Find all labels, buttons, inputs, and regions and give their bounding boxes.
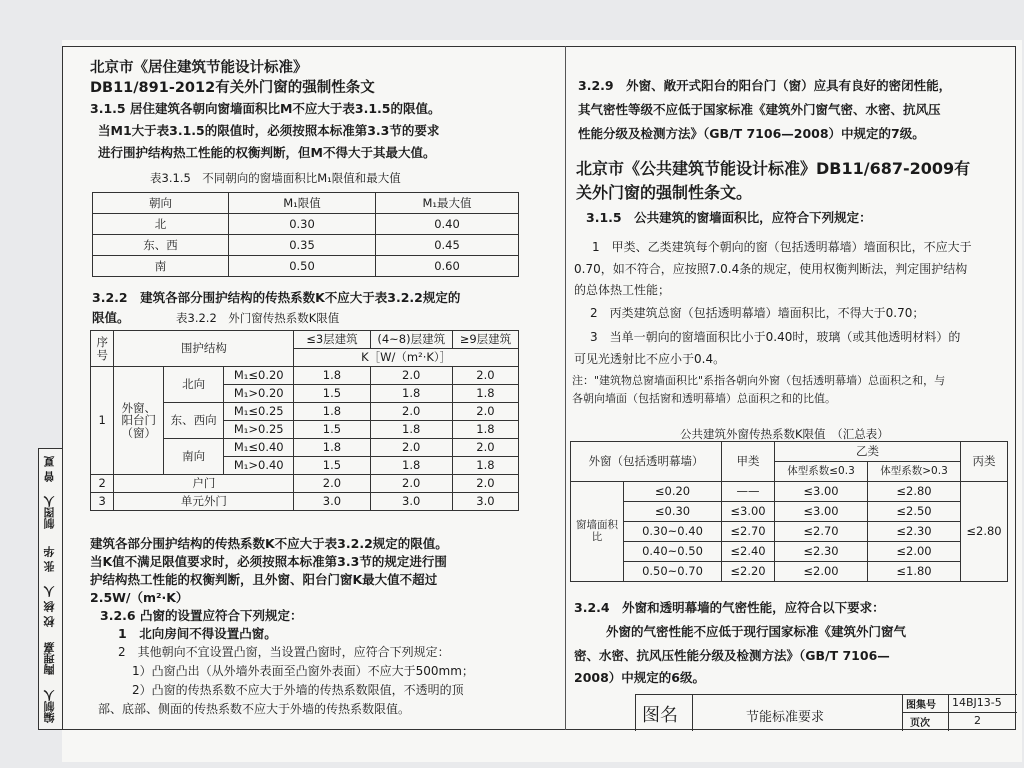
clause-after-line3: 护结构热工性能的权衡判断，且外窗、阳台门窗K最大值不超过: [90, 572, 438, 587]
table1-header-limit: M₁限值: [229, 193, 376, 214]
table3-cell: ≤3.00: [722, 502, 775, 522]
table2-cell: 1.8: [370, 385, 452, 403]
table2-cell: 2.0: [370, 367, 452, 385]
right-title-2: 关外门窗的强制性条文。: [576, 183, 753, 202]
side-name-drafter: 曾 夏: [43, 456, 56, 482]
table3-caption: 公共建筑外窗传热系数K限值 （汇总表）: [680, 427, 889, 441]
table3-header-a: 甲类: [722, 442, 775, 482]
clause-326-item1: 1 北向房间不得设置凸窗。: [118, 626, 277, 641]
table-row: [93, 256, 519, 277]
table-row: [91, 475, 519, 493]
table-row: [91, 493, 519, 511]
item1-line3: 的总体热工性能；: [574, 283, 671, 297]
table2-cond: M₁≤0.25: [224, 403, 294, 421]
note-line2: 各朝向墙面（包括窗和透明幕墙）总面积之和的比值。: [572, 392, 836, 405]
table2-cond: M₁≤0.40: [224, 439, 294, 457]
clause-329-line1: 3.2.9 外窗、敞开式阳台的阳台门（窗）应具有良好的密闭性能，: [578, 78, 952, 93]
table3-cell: ≤0.30: [624, 502, 722, 522]
table2-cell: 1.5: [294, 385, 370, 403]
clause-315-line3: 进行围护结构热工性能的权衡判断，但M不得大于其最大值。: [98, 145, 436, 160]
table2-cell: 2.0: [452, 475, 518, 493]
table2-header-c3: ≥9层建筑: [452, 331, 518, 349]
table1-caption: 表3.1.5 不同朝向的窗墙面积比M₁限值和最大值: [150, 171, 401, 185]
table2-cell: 2.0: [370, 475, 452, 493]
table3-header-window: 外窗（包括透明幕墙）: [571, 442, 722, 482]
table2-cell: 1.5: [294, 421, 370, 439]
table3-cell: 0.50~0.70: [624, 562, 722, 582]
clause-329-line3: 性能分级及检测方法》（GB/T 7106—2008）中规定的7级。: [578, 126, 925, 141]
table2-cond: M₁>0.40: [224, 457, 294, 475]
table2-orient-south: 南向: [164, 439, 224, 475]
table2-cell: 1.8: [452, 421, 518, 439]
table2-cell: 3.0: [370, 493, 452, 511]
right-title-1: 北京市《公共建筑节能设计标准》DB11/687-2009有: [576, 159, 971, 178]
table3-c-value: ≤2.80: [961, 482, 1008, 582]
table3-header-b2: 体型系数>0.3: [868, 462, 961, 482]
table2-cond: M₁>0.25: [224, 421, 294, 439]
clause-326-item5: 部、底部、侧面的传热系数不应大于外墙的传热系数限值。: [98, 702, 411, 716]
drawing-name: 节能标准要求: [746, 710, 825, 725]
table-window-wall-ratio: [92, 192, 519, 277]
side-label-checker: 校 核 人: [43, 586, 56, 628]
table2-header-c1: ≤3层建筑: [294, 331, 370, 349]
table3-cell: 0.40~0.50: [624, 542, 722, 562]
table2-cell: 2: [91, 475, 114, 493]
table2-header-unit: K［W/（m²·K）］: [294, 349, 519, 367]
table3-header-c: 丙类: [961, 442, 1008, 482]
table3-cell: ≤2.80: [868, 482, 961, 502]
item2: 2 丙类建筑总窗（包括透明幕墙）墙面积比，不得大于0.70；: [590, 306, 925, 320]
table3-row-label: 窗墙面积比: [571, 482, 624, 582]
clause-324-line3: 2008）中规定的6级。: [574, 670, 705, 685]
item3-line1: 3 当单一朝向的窗墙面积比小于0.40时，玻璃（或其他透明材料）的: [590, 330, 961, 344]
clause-after-line4: 2.5W/（m²·K）: [90, 590, 189, 605]
table1-cell: 东、西: [93, 235, 229, 256]
table2-header-structure: 围护结构: [114, 331, 294, 367]
table2-cell: 1.8: [294, 403, 370, 421]
table3-cell: ≤1.80: [868, 562, 961, 582]
page-no: 2: [974, 714, 981, 727]
table1-cell: 0.60: [376, 256, 519, 277]
table2-cell: 1.8: [452, 385, 518, 403]
table2-cell: 1.8: [370, 457, 452, 475]
table3-cell: 0.30~0.40: [624, 522, 722, 542]
table2-cell: 1.8: [294, 367, 370, 385]
table-row: [93, 214, 519, 235]
table2-cell: 2.0: [452, 367, 518, 385]
clause-324-line1: 外窗的气密性能不应低于现行国家标准《建筑外门窗气: [606, 624, 907, 639]
table-row: [91, 367, 519, 385]
table-row: [571, 502, 1008, 522]
table2-cell: 1.8: [294, 439, 370, 457]
clause-315b-title: 3.1.5 公共建筑的窗墙面积比，应符合下列规定：: [586, 210, 872, 225]
table3-cell: ≤2.00: [775, 562, 868, 582]
clause-324-title: 3.2.4 外窗和透明幕墙的气密性能，应符合以下要求：: [574, 600, 885, 615]
column-divider: [565, 46, 566, 730]
clause-326-item3: 1）凸窗凸出（从外墙外表面至凸窗外表面）不应大于500mm；: [132, 664, 474, 678]
table-row: [571, 482, 1008, 502]
table2-cond: M₁>0.20: [224, 385, 294, 403]
table1-cell: 0.50: [229, 256, 376, 277]
table2-cell: 2.0: [452, 403, 518, 421]
clause-after-line2: 当K值不满足限值要求时，必须按照本标准第3.3节的规定进行围: [90, 554, 447, 569]
table3-cell: ≤0.20: [624, 482, 722, 502]
table3-header-b1: 体型系数≤0.3: [775, 462, 868, 482]
table2-caption: 表3.2.2 外门窗传热系数K限值: [176, 311, 340, 325]
table1-header-orientation: 朝向: [93, 193, 229, 214]
table3-cell: ≤2.70: [722, 522, 775, 542]
atlas-no: 14BJ13-5: [952, 696, 1002, 709]
table2-orient-north: 北向: [164, 367, 224, 403]
clause-315-line2: 当M1大于表3.1.5的限值时，必须按照本标准第3.3节的要求: [98, 123, 440, 138]
table3-cell: ≤2.00: [868, 542, 961, 562]
table2-orient-east-west: 东、西向: [164, 403, 224, 439]
table2-cell: 3.0: [452, 493, 518, 511]
side-name-checker: 张 华: [43, 546, 56, 572]
table1-header-max: M₁最大值: [376, 193, 519, 214]
table2-cell: 2.0: [370, 439, 452, 457]
table3-cell: ≤2.50: [868, 502, 961, 522]
atlas-no-label: 图集号: [906, 700, 936, 711]
table1-cell: 0.40: [376, 214, 519, 235]
clause-315-line1: 3.1.5 居住建筑各朝向窗墙面积比M不应大于表3.1.5的限值。: [90, 101, 441, 116]
left-title-2: DB11/891-2012有关外门窗的强制性条文: [90, 80, 375, 96]
table2-cond: M₁≤0.20: [224, 367, 294, 385]
clause-after-line1: 建筑各部分围护结构的传热系数K不应大于表3.2.2规定的限值。: [90, 536, 448, 551]
table2-cell: 2.0: [294, 475, 370, 493]
table1-cell: 南: [93, 256, 229, 277]
clause-329-line2: 其气密性等级不应低于国家标准《建筑外门窗气密、水密、抗风压: [578, 102, 941, 117]
table-row: [93, 235, 519, 256]
signature-strip: [38, 448, 62, 730]
table1-cell: 0.45: [376, 235, 519, 256]
table2-cell: 2.0: [452, 439, 518, 457]
table3-cell: ≤2.70: [775, 522, 868, 542]
clause-322-line1: 3.2.2 建筑各部分围护结构的传热系数K不应大于表3.2.2规定的: [92, 290, 461, 305]
table2-cell: 2.0: [370, 403, 452, 421]
side-label-drafter: 制图人: [43, 496, 56, 530]
table-door-window-k: [90, 330, 519, 511]
table2-header-c2: (4~8)层建筑: [370, 331, 452, 349]
table1-cell: 0.35: [229, 235, 376, 256]
table2-group-label: 外窗、阳台门（窗）: [114, 367, 164, 475]
table2-cell: 3: [91, 493, 114, 511]
left-title-1: 北京市《居住建筑节能设计标准》: [90, 60, 308, 76]
table3-cell: ≤2.40: [722, 542, 775, 562]
title-block: [635, 694, 1017, 731]
table3-cell: ——: [722, 482, 775, 502]
side-label-editor: 编制人: [43, 690, 56, 724]
page-no-label: 页次: [910, 718, 930, 729]
table-row: [571, 542, 1008, 562]
table2-group-no: 1: [91, 367, 114, 475]
clause-324-line2: 密、水密、抗风压性能分级及检测方法》（GB/T 7106—: [574, 648, 890, 663]
table-row: [571, 522, 1008, 542]
table3-cell: ≤2.20: [722, 562, 775, 582]
drawing-name-label: 图名: [642, 705, 678, 726]
side-name-editor: 陶理嘉: [43, 642, 56, 676]
table3-cell: ≤2.30: [775, 542, 868, 562]
item1-line2: 0.70，如不符合，应按照7.0.4条的规定，使用权衡判断法，判定围护结构: [574, 262, 968, 276]
clause-326-item4: 2）凸窗的传热系数不应大于外墙的传热系数限值，不透明的顶: [132, 683, 464, 697]
item3-line2: 可见光透射比不应小于0.4。: [574, 352, 726, 366]
note-line1: 注："建筑物总窗墙面积比"系指各朝向外窗（包括透明幕墙）总面积之和，与: [572, 374, 946, 387]
clause-326-item2: 2 其他朝向不宜设置凸窗，当设置凸窗时，应符合下列规定：: [118, 645, 450, 659]
table2-cell: 户门: [114, 475, 294, 493]
table2-cell: 1.8: [452, 457, 518, 475]
clause-322-line2: 限值。: [92, 310, 130, 325]
table3-header-b: 乙类: [775, 442, 961, 462]
item1-line1: 1 甲类、乙类建筑每个朝向的窗（包括透明幕墙）墙面积比，不应大于: [592, 240, 972, 254]
table2-header-no: 序号: [91, 331, 114, 367]
table1-cell: 0.30: [229, 214, 376, 235]
table3-cell: ≤2.30: [868, 522, 961, 542]
clause-326-title: 3.2.6 凸窗的设置应符合下列规定：: [100, 608, 303, 623]
table2-cell: 3.0: [294, 493, 370, 511]
table3-cell: ≤3.00: [775, 502, 868, 522]
table-public-window-k: [570, 441, 1008, 582]
table1-cell: 北: [93, 214, 229, 235]
table-row: [571, 562, 1008, 582]
table2-cell: 1.5: [294, 457, 370, 475]
table2-cell: 1.8: [370, 421, 452, 439]
table3-cell: ≤3.00: [775, 482, 868, 502]
table2-cell: 单元外门: [114, 493, 294, 511]
